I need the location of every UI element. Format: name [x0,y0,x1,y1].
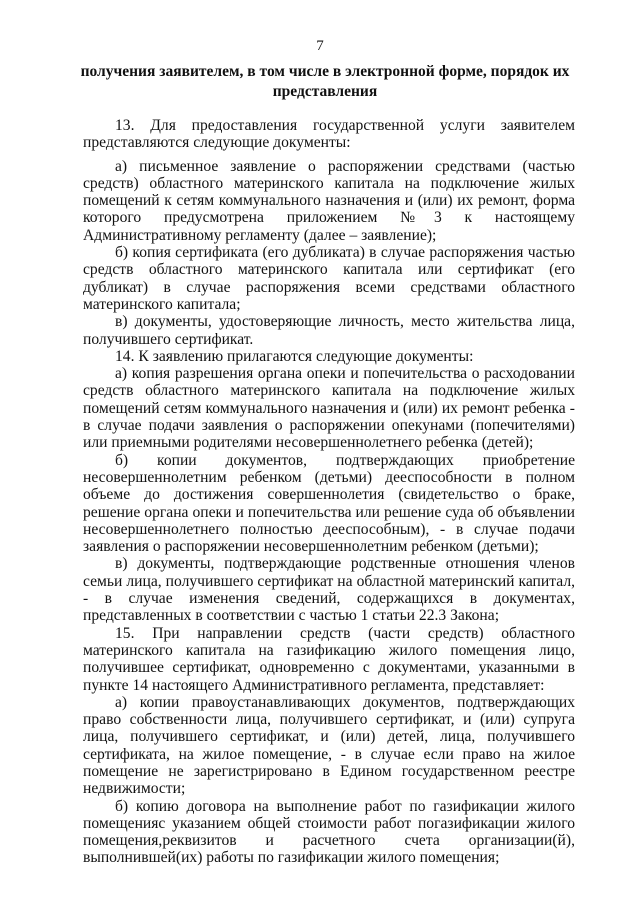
paragraph-15: 15. При направлении средств (части средств) областного материнского капитала на газификацию жилого помещения лицо, получившее сертификат, одновременно с документами, указанными в пункте 14 настоящего Административного регламента, представляет: [83,624,575,694]
section-heading: получения заявителем, в том числе в электронной форме, порядок их представления [80,63,570,100]
paragraph-15-a: а) копии правоустанавливающих документов, подтверждающих право собственности лица, получившего сертификат, и (или) супруга лица, получившего сертификат, и (или) детей, лица, получившего сертификата, на жилое помещение, - в случае если право на жилое помещение не зарегистрировано в Едином государственном реестре недвижимости; [83,693,575,798]
page-number: 7 [316,38,324,54]
paragraph-13-a: а) письменное заявление о распоряжении средствами (частью средств) областного материнского капитала на подключение жилых помещений к сетям коммунального назначения и (или) их ремонт, форма которого предусмотрена приложением №3 к настоящему Административному регламенту (далее – заявление); [83,157,575,244]
paragraph-15-b: б) копию договора на выполнение работ по газификации жилого помещенияс указанием общей стоимости работ погазификации жилого помещения,реквизитов и расчетного счета организации(й), выполнившей(их) работы по газификации жилого помещения; [83,797,575,867]
paragraph-14-v: в) документы, подтверждающие родственные отношения членов семьи лица, получившего сертификат на областной материнский капитал, - в случае изменения сведений, содержащихся в документах, представленных в соответствии с частью 1 статьи 22.3 Закона; [83,555,575,625]
paragraph-14-b: б) копии документов, подтверждающих приобретение несовершеннолетним ребенком (детьми) дееспособности в полном объеме до достижения совершеннолетия (свидетельство о браке, решение органа опеки и попечительства или решение суда об объявлении несовершеннолетнего полностью дееспособным), - в случае подачи заявления о распоряжении несовершеннолетним ребенком (детьми); [83,451,575,556]
document-body [83,117,575,867]
paragraph-13-b: б) копия сертификата (его дубликата) в случае распоряжения частью средств областного материнского капитала или сертификат (его дубликат) в случае распоряжения всеми средствами областного материнского капитала; [83,244,575,313]
paragraph-13: 13. Для предоставления государственной услуги заявителем представляются следующие документы: [83,117,575,152]
paragraph-14: 14. К заявлению прилагаются следующие документы: [115,347,474,365]
paragraph-14-a: а) копия разрешения органа опеки и попечительства о расходовании средств областного материнского капитала на подключение жилых помещений сетям коммунального назначения и (или) их ремонт ребенка - в случае подачи заявления о распоряжении опекунами (попечителями) или приемными родителями несовершеннолетнего ребенка (детей); [83,365,575,452]
paragraph-13-v: в) документы, удостоверяющие личность, место жительства лица, получившего сертификат. [83,313,575,348]
